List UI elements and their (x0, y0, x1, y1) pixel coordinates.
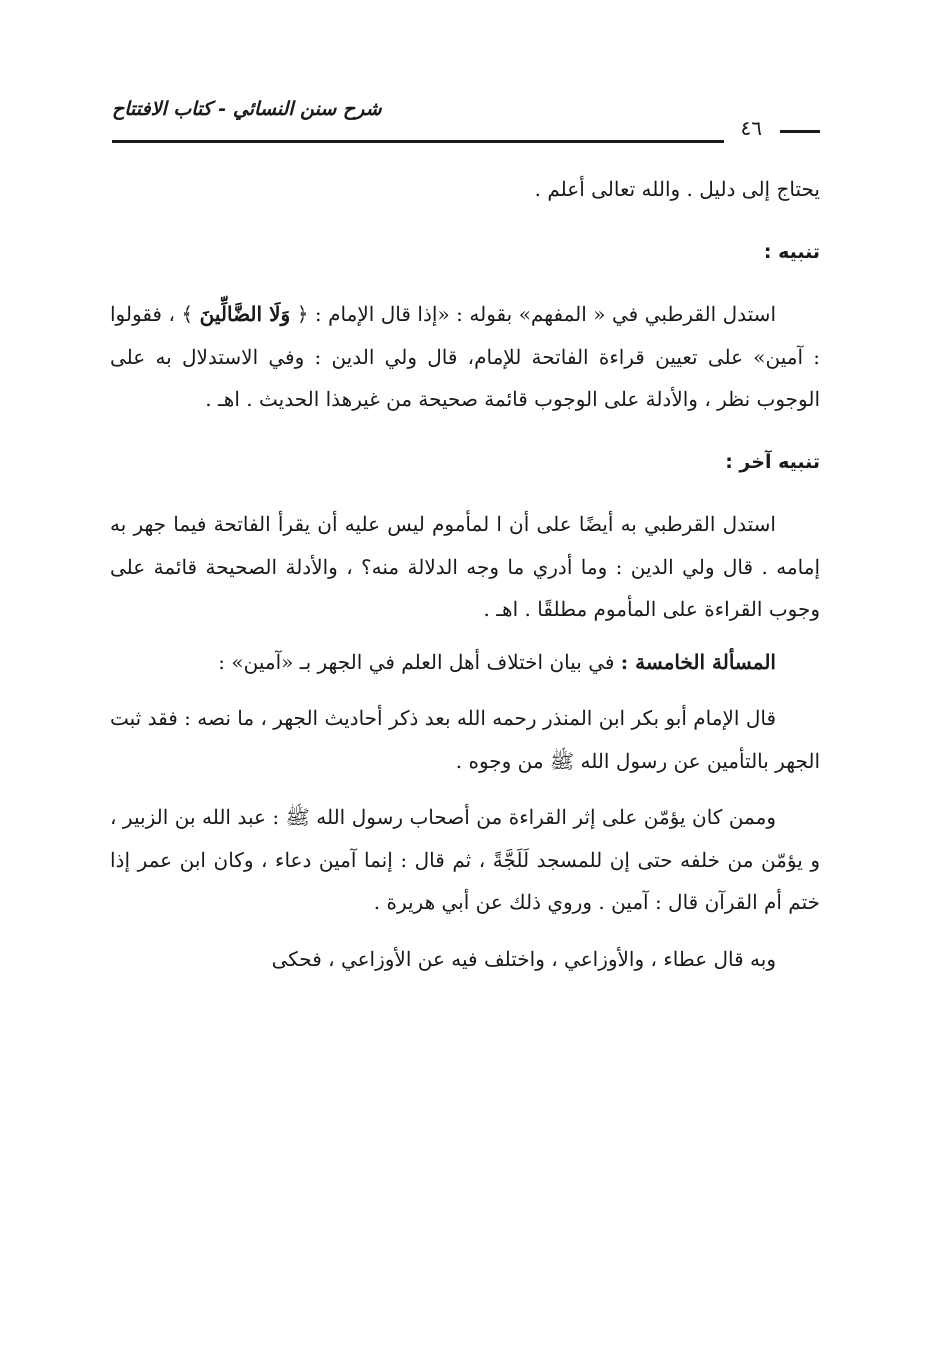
paragraph-5: قال الإمام أبو بكر ابن المنذر رحمه الله بعد ذكر أحاديث الجهر ، ما نصه : فقد ثبت الجهر بالتأمين عن رسول الله ﷺ من وجوه . (110, 706, 820, 773)
heading-tanbih-akhar: تنبيه آخر : (725, 450, 820, 473)
header-rule (112, 140, 724, 143)
masala-text: في بيان اختلاف أهل العلم في الجهر بـ «آمين» : (218, 649, 621, 674)
page-body (110, 168, 820, 980)
paragraph-4 (110, 641, 820, 684)
paragraph-2-part-c: ﴾ ، فقولوا : آمين» على تعيين قراءة الفاتحة للإمام، قال ولي الدين : وفي الاستدلال به على الوجوب نظر ، والأدلة على الوجوب قائمة صحيحة من غيرهذا الحديث . اهـ . (110, 302, 820, 411)
quran-quote: وَلَا الضَّالِّينَ (199, 302, 291, 326)
paragraph-6: وممن كان يؤمّن على إثر القراءة من أصحاب رسول الله ﷺ : عبد الله بن الزبير ، و يؤمّن من خلفه حتى إن للمسجد لَلَجَّةً ، ثم قال : إنما آمين دعاء ، وكان ابن عمر إذا ختم أم القرآن قال : آمين . وروي ذلك عن أبي هريرة . (110, 805, 820, 914)
book-title: شرح سنن النسائي - كتاب الافتتاح (112, 98, 382, 120)
paragraph-1: يحتاج إلى دليل . والله تعالى أعلم . (534, 177, 820, 201)
paragraph-7: وبه قال عطاء ، والأوزاعي ، واختلف فيه عن الأوزاعي ، فحكى (271, 946, 776, 971)
running-header (112, 98, 820, 156)
paragraph-2 (110, 293, 820, 421)
page-number-dash (780, 130, 820, 133)
paragraph-2-part-a: استدل القرطبي في « المفهم» بقوله : «إذا قال الإمام : ﴿ (290, 302, 776, 326)
heading-tanbih: تنبيه : (763, 240, 820, 263)
paragraph-3: استدل القرطبي به أيضًا على أن ا لمأموم ليس عليه أن يقرأ الفاتحة فيما جهر به إمامه . قال ولي الدين : وما أدري ما وجه الدلالة منه؟ ، والأدلة الصحيحة قائمة على وجوب القراءة على المأموم مطلقًا . اهـ . (110, 512, 820, 621)
masala-label: المسألة الخامسة : (620, 649, 776, 674)
page-number: ٤٦ (740, 116, 762, 140)
